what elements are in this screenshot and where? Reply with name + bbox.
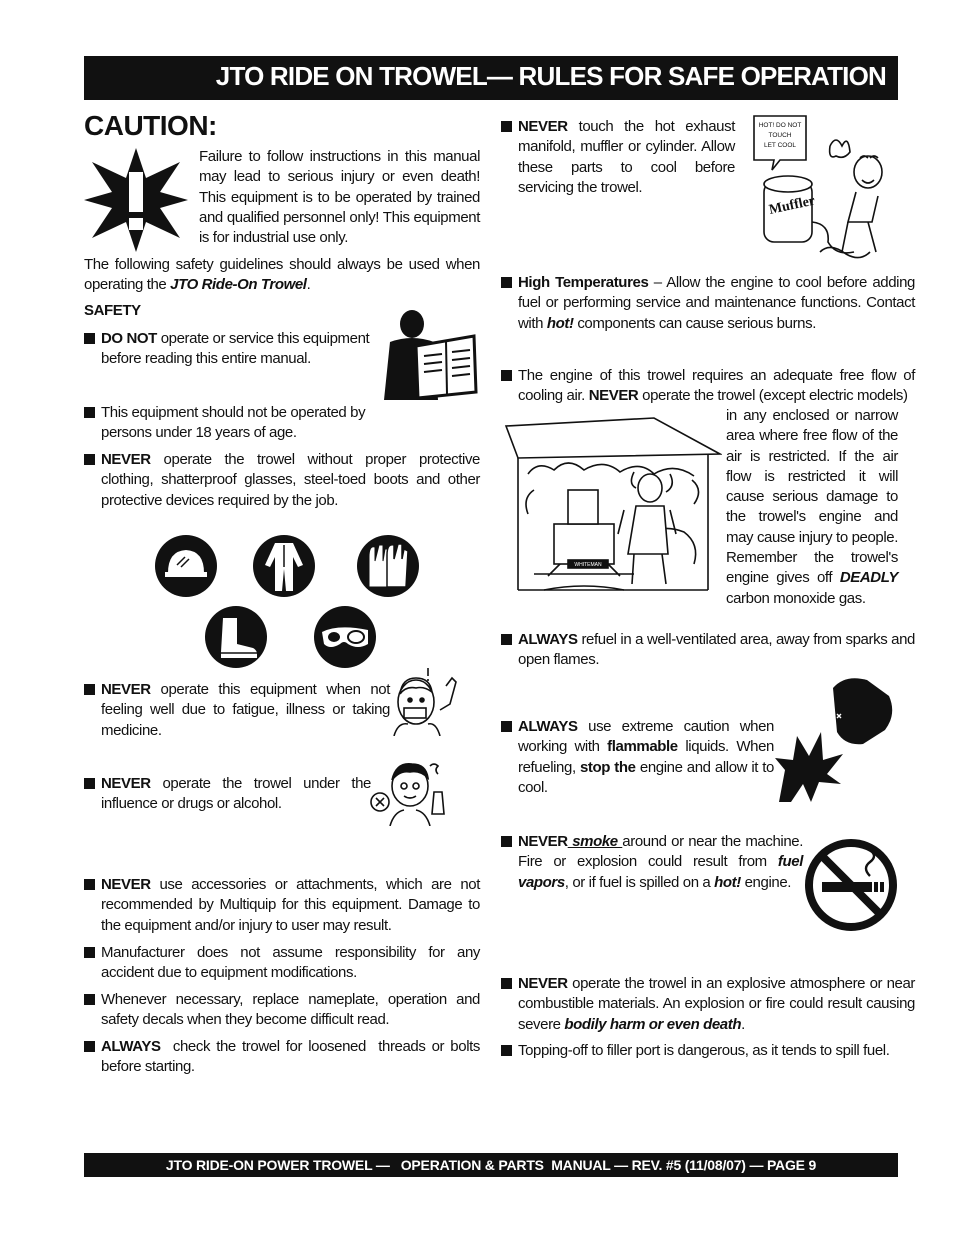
bullet bbox=[501, 1045, 512, 1056]
bullet bbox=[501, 634, 512, 645]
list-item-explosive: NEVER operate the trowel in an explosive atmosphere or near combustible materials. An explosion or fire could result causing severe bodily harm or even death. bbox=[501, 974, 915, 1035]
bullet bbox=[501, 121, 512, 132]
list-item-smoke: NEVER smoke around or near the machine. Fire or explosion could result from fuel vapors, or if fuel is spilled on a hot! engine. bbox=[501, 832, 803, 893]
coverall-icon bbox=[253, 535, 315, 597]
caution-burst-icon bbox=[84, 148, 188, 252]
footer-text: JTO RIDE-ON POWER TROWEL — OPERATION & PARTS MANUAL — REV. #5 (11/08/07) — PAGE 9 bbox=[165, 1157, 817, 1173]
safety-heading: SAFETY bbox=[84, 302, 141, 319]
enclosed-area-icon bbox=[504, 414, 722, 594]
list-item-topping: Topping-off to filler port is dangerous, as it tends to spill fuel. bbox=[501, 1041, 918, 1061]
list-item-airflow: The engine of this trowel requires an adequate free flow of cooling air. NEVER operate the trowel (except electric models) bbox=[501, 366, 915, 407]
list-item-clothing: NEVER operate the trowel without proper protective clothing, shatterproof glasses, steel-toed boots and other protective devices required by the job. bbox=[84, 450, 480, 511]
list-item-exhaust: NEVER touch the hot exhaust manifold, muffler or cylinder. Allow these parts to cool before servicing the trowel. bbox=[501, 117, 735, 198]
trowel-brand-label: WHITEMAN bbox=[574, 562, 602, 568]
explosion-icon bbox=[775, 674, 897, 804]
list-item-refuel: ALWAYS refuel in a well-ventilated area, away from sparks and open flames. bbox=[501, 630, 915, 671]
bullet bbox=[501, 978, 512, 989]
bullet bbox=[84, 778, 95, 789]
hard-hat-icon bbox=[155, 535, 217, 597]
list-item-flammable: ALWAYS use extreme caution when working with flammable liquids. When refueling, stop the engine and allow it to cool. bbox=[501, 717, 774, 798]
footer-bar bbox=[84, 1153, 898, 1177]
bullet bbox=[501, 370, 512, 381]
list-item-high-temp: High Temperatures – Allow the engine to cool before adding fuel or performing service and maintenance functions. Contact with hot! components can cause serious burns. bbox=[501, 273, 915, 334]
no-smoking-icon bbox=[804, 838, 898, 932]
drunk-person-icon bbox=[360, 756, 460, 826]
safety-glasses-icon bbox=[314, 606, 376, 668]
list-item-always-check: ALWAYS check the trowel for loosened threads or bolts before starting. bbox=[84, 1037, 480, 1078]
muffler-sign-line3: LET COOL bbox=[763, 142, 797, 149]
sick-person-icon bbox=[388, 664, 464, 736]
list-item-under-18: This equipment should not be operated by persons under 18 years of age. bbox=[84, 403, 401, 444]
list-item-do-not: DO NOT operate or service this equipment before reading this entire manual. bbox=[84, 329, 381, 370]
muffler-sign-line1: HOT! DO NOT bbox=[758, 122, 802, 129]
caution-heading: CAUTION: bbox=[84, 110, 217, 141]
bullet bbox=[84, 1041, 95, 1052]
hot-muffler-icon bbox=[750, 112, 890, 268]
bullet bbox=[501, 836, 512, 847]
muffler-sign-line2: TOUCH bbox=[768, 132, 792, 139]
bullet bbox=[501, 277, 512, 288]
bullet bbox=[84, 684, 95, 695]
bullet bbox=[84, 947, 95, 958]
bullet bbox=[84, 454, 95, 465]
list-item-nameplate: Whenever necessary, replace nameplate, operation and safety decals when they become difficult read. bbox=[84, 990, 480, 1031]
bullet bbox=[84, 879, 95, 890]
bullet bbox=[84, 407, 95, 418]
bullet bbox=[501, 721, 512, 732]
bullet bbox=[84, 333, 95, 344]
intro-text: The following safety guidelines should always be used when operating the JTO Ride-On Trowel. bbox=[84, 256, 480, 294]
list-item-drugs: NEVER operate the trowel under the influence or drugs or alcohol. bbox=[84, 774, 371, 815]
safety-boot-icon bbox=[205, 606, 267, 668]
muffler-label: Muffler bbox=[767, 193, 817, 218]
airflow-text-continued: in any enclosed or narrow area where free flow of the air is restricted. If the air flow is restricted it will cause serious damage to the trowel's engine and may cause injury to people. Remember the trowel's engine gives off DEADLY carbon monoxide gas. bbox=[726, 407, 898, 607]
list-item-manufacturer: Manufacturer does not assume responsibility for any accident due to equipment modifications. bbox=[84, 943, 480, 984]
list-item-accessories: NEVER use accessories or attachments, which are not recommended by Multiquip for this equipment. Damage to the equipment and/or injury to user may result. bbox=[84, 875, 480, 936]
caution-text: Failure to follow instructions in this manual may lead to serious injury or even death! This equipment is to be operated by trained and qualified personnel only! This equipment is for industrial use only. bbox=[199, 148, 480, 247]
gloves-icon bbox=[357, 535, 419, 597]
bullet bbox=[84, 994, 95, 1005]
header-bar bbox=[84, 56, 898, 100]
reading-manual-icon bbox=[376, 306, 480, 400]
list-item-feeling: NEVER operate this equipment when not feeling well due to fatigue, illness or taking medicine. bbox=[84, 680, 390, 741]
page-title: JTO RIDE ON TROWEL— RULES FOR SAFE OPERATION bbox=[215, 61, 886, 91]
